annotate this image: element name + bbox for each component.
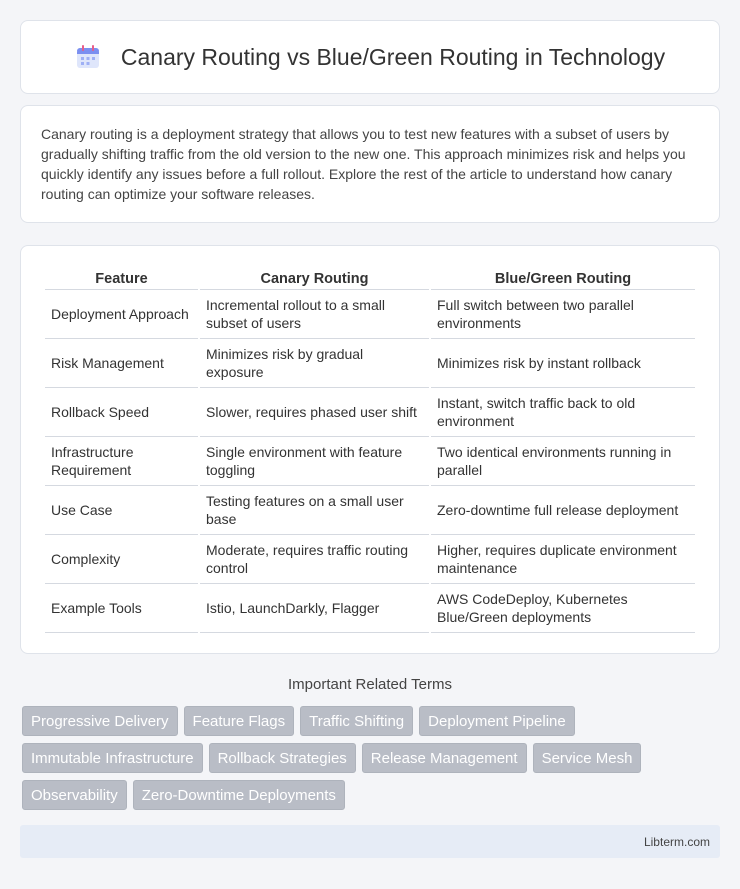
footer-site-link[interactable]: Libterm.com (643, 834, 710, 849)
table-cell: Deployment Approach (45, 290, 198, 339)
table-cell: Complexity (45, 535, 198, 584)
table-cell: Full switch between two parallel environments (431, 290, 695, 339)
page-title: Canary Routing vs Blue/Green Routing in Technology (120, 43, 666, 70)
table-row (45, 388, 695, 437)
header-card (20, 20, 720, 94)
comparison-table (43, 264, 697, 633)
calendar-icon (75, 44, 101, 70)
related-term-tag[interactable]: Progressive Delivery (22, 706, 178, 736)
table-cell: Zero-downtime full release deployment (431, 486, 695, 535)
table-row (45, 486, 695, 535)
table-cell: Incremental rollout to a small subset of users (200, 290, 429, 339)
column-header: Canary Routing (200, 264, 429, 290)
table-cell: Infrastructure Requirement (45, 437, 198, 486)
related-term-tag[interactable]: Service Mesh (533, 743, 642, 773)
related-term-tag[interactable]: Immutable Infrastructure (22, 743, 203, 773)
table-row (45, 535, 695, 584)
related-term-tag[interactable]: Deployment Pipeline (419, 706, 575, 736)
table-row (45, 584, 695, 633)
comparison-table-card (20, 245, 720, 654)
related-term-tag[interactable]: Rollback Strategies (209, 743, 356, 773)
table-cell: Minimizes risk by instant rollback (431, 339, 695, 388)
table-row (45, 437, 695, 486)
footer (20, 825, 720, 858)
table-cell: Rollback Speed (45, 388, 198, 437)
table-cell: Higher, requires duplicate environment maintenance (431, 535, 695, 584)
related-term-tag[interactable]: Observability (22, 780, 127, 810)
table-cell: Single environment with feature toggling (200, 437, 429, 486)
related-term-tag[interactable]: Traffic Shifting (300, 706, 413, 736)
table-cell: Testing features on a small user base (200, 486, 429, 535)
table-cell: Istio, LaunchDarkly, Flagger (200, 584, 429, 633)
table-cell: Minimizes risk by gradual exposure (200, 339, 429, 388)
table-cell: Moderate, requires traffic routing control (200, 535, 429, 584)
related-terms-tags (22, 706, 722, 810)
table-cell: Slower, requires phased user shift (200, 388, 429, 437)
related-terms-title: Important Related Terms (288, 676, 452, 693)
intro-text: Canary routing is a deployment strategy that allows you to test new features with a subset of users by gradually shifting traffic from the old version to the new one. This approach minimizes risk and helps you quickly identify any issues before a full rollout. Explore the rest of the article to understand how canary routing can optimize your software releases. (41, 126, 686, 202)
related-term-tag[interactable]: Zero-Downtime Deployments (133, 780, 345, 810)
related-term-tag[interactable]: Release Management (362, 743, 527, 773)
table-cell: Instant, switch traffic back to old environment (431, 388, 695, 437)
table-cell: Risk Management (45, 339, 198, 388)
column-header: Feature (45, 264, 198, 290)
table-cell: Two identical environments running in parallel (431, 437, 695, 486)
table-header-row (45, 264, 695, 290)
column-header: Blue/Green Routing (431, 264, 695, 290)
table-cell: AWS CodeDeploy, Kubernetes Blue/Green deployments (431, 584, 695, 633)
related-term-tag[interactable]: Feature Flags (184, 706, 295, 736)
table-row (45, 290, 695, 339)
table-cell: Use Case (45, 486, 198, 535)
intro-card (20, 105, 720, 223)
table-cell: Example Tools (45, 584, 198, 633)
table-row (45, 339, 695, 388)
